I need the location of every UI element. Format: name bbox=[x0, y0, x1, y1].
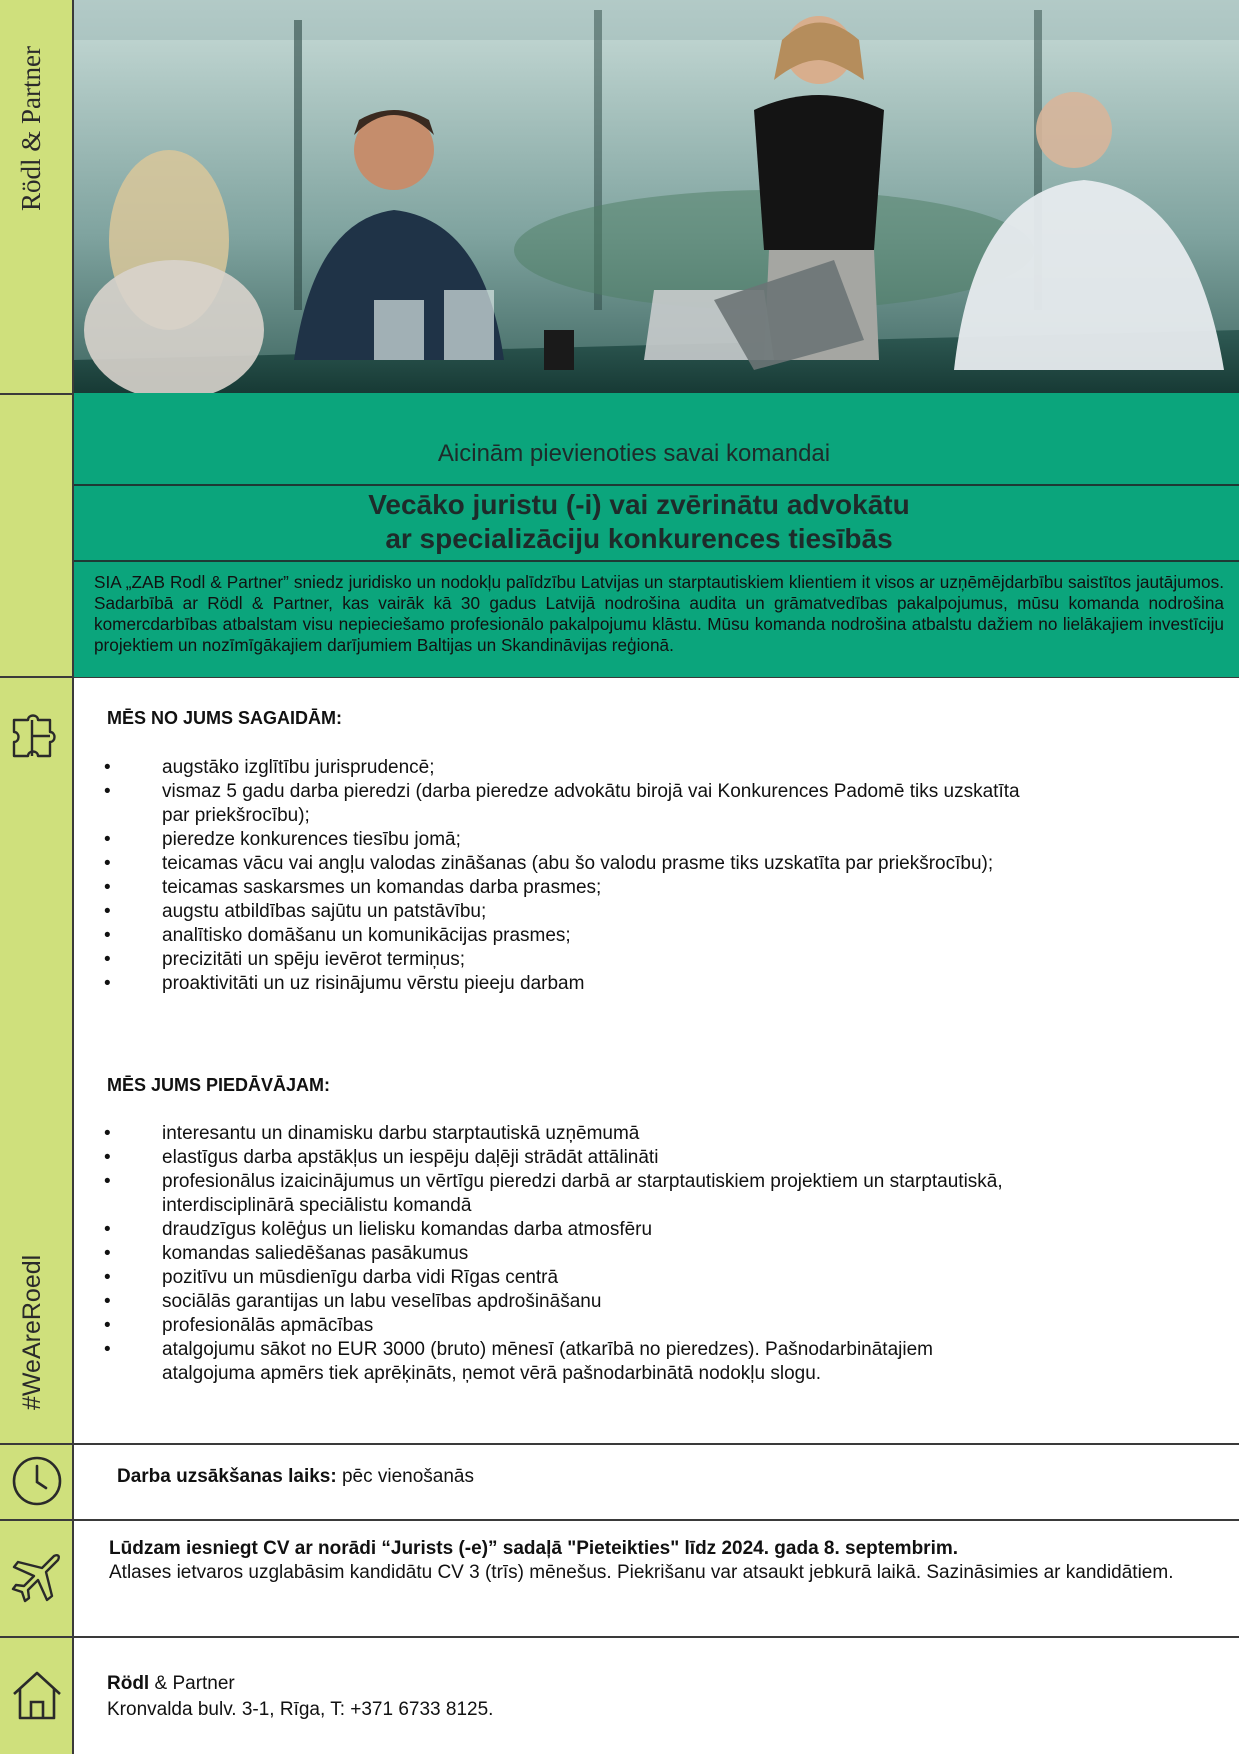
start-date bbox=[117, 1466, 474, 1488]
bullet: • bbox=[104, 781, 111, 802]
bullet: • bbox=[104, 973, 111, 994]
company-intro: SIA „ZAB Rodl & Partner” sniedz juridisko un nodokļu palīdzību Latvijas un starptautiskiem klientiem it visos ar uzņēmējdarbību saistītos jautājumos. Sadarbībā ar Rödl & Partner, kas vairāk kā 30 gadus Latvijā nodrošina audita un grāmatvedības pakalpojumus, mūsu komanda nodrošina komercdarbības atbalstam visu nepieciešamo profesionālo pakalpojumu klāstu. Mūsu komanda nodrošina atbalstu dažiem no lielākajiem investīciju projektiem un nozīmīgākajiem darījumiem Baltijas un Skandināvijas reģionā. bbox=[94, 572, 1224, 655]
bullet: • bbox=[104, 901, 111, 922]
list-item bbox=[100, 900, 1020, 924]
address: Kronvalda bulv. 3-1, Rīga, T: +371 6733 8125. bbox=[107, 1699, 494, 1720]
bullet: • bbox=[104, 1339, 111, 1360]
hashtag: #WeAreRoedl bbox=[18, 1254, 46, 1410]
house-icon bbox=[10, 1668, 64, 1722]
list-item-text: profesionālus izaicinājumus un vērtīgu pieredzi darbā ar starptautiskiem projektiem un starptautiskā, interdisciplinārā speciālistu komandā bbox=[162, 1171, 1003, 1216]
company-name-bold: Rödl bbox=[107, 1673, 150, 1694]
divider bbox=[0, 1636, 1239, 1638]
cv-retention-note: Atlases ietvaros uzglabāsim kandidātu CV 3 (trīs) mēnešus. Piekrišanu var atsaukt jebkurā laikā. Sazināsimies ar kandidātiem. bbox=[109, 1562, 1174, 1583]
puzzle-icon bbox=[10, 712, 64, 766]
bullet: • bbox=[104, 949, 111, 970]
list-item bbox=[100, 780, 1020, 828]
requirements-heading: MĒS NO JUMS SAGAIDĀM: bbox=[107, 708, 343, 728]
list-item bbox=[100, 756, 1020, 780]
list-item bbox=[100, 1242, 1020, 1266]
list-item-text: sociālās garantijas un labu veselības apdrošināšanu bbox=[162, 1291, 602, 1312]
list-item bbox=[100, 948, 1020, 972]
bullet: • bbox=[104, 877, 111, 898]
list-item-text: elastīgus darba apstākļus un iespēju daļēji strādāt attālināti bbox=[162, 1147, 659, 1168]
airplane-icon bbox=[10, 1550, 64, 1604]
start-date-label: Darba uzsākšanas laiks: bbox=[117, 1466, 337, 1487]
bullet: • bbox=[104, 1219, 111, 1240]
list-item bbox=[100, 1290, 1020, 1314]
list-item bbox=[100, 1122, 1020, 1146]
invite-heading: Aicinām pievienoties savai komandai bbox=[437, 440, 831, 467]
bullet: • bbox=[104, 1291, 111, 1312]
list-item-text: draudzīgus kolēģus un lielisku komandas darba atmosfēru bbox=[162, 1219, 653, 1240]
list-item-text: analītisko domāšanu un komunikācijas prasmes; bbox=[162, 925, 571, 946]
divider bbox=[74, 484, 1239, 486]
divider bbox=[0, 393, 74, 395]
list-item bbox=[100, 828, 1020, 852]
hero-photo bbox=[74, 0, 1239, 393]
list-item-text: teicamas vācu vai angļu valodas zināšanas (abu šo valodu prasme tiks uzskatīta par priekšrocību); bbox=[162, 853, 994, 874]
application-deadline: Lūdzam iesniegt CV ar norādi “Jurists (-e)” sadaļā "Pieteikties" līdz 2024. gada 8. septembrim. bbox=[109, 1538, 959, 1559]
bullet: • bbox=[104, 1123, 111, 1144]
list-item-text: komandas saliedēšanas pasākumus bbox=[162, 1243, 469, 1264]
divider bbox=[0, 1519, 1239, 1521]
list-item-text: atalgojumu sākot no EUR 3000 (bruto) mēnesī (atkarībā no pieredzes). Pašnodarbinātajiem atalgojuma apmērs tiek aprēķināts, ņemot vērā pašnodarbinātā nodokļu slogu. bbox=[162, 1339, 933, 1384]
list-item-text: precizitāti un spēju ievērot termiņus; bbox=[162, 949, 466, 970]
list-item-text: profesionālās apmācības bbox=[162, 1315, 374, 1336]
list-item bbox=[100, 972, 1020, 996]
offer-heading: MĒS JUMS PIEDĀVĀJAM: bbox=[107, 1075, 331, 1095]
brand-logo: Rödl & Partner bbox=[16, 46, 46, 212]
list-item bbox=[100, 1146, 1020, 1170]
job-title-line1: Vecāko juristu (-i) vai zvērinātu advokātu bbox=[368, 489, 910, 520]
list-item-text: vismaz 5 gadu darba pieredzi (darba pieredze advokātu birojā vai Konkurences Padomē tiks uzskatīta par priekšrocību); bbox=[162, 781, 1020, 826]
list-item bbox=[100, 852, 1020, 876]
job-title-line2: ar specializāciju konkurences tiesībās bbox=[385, 523, 893, 554]
divider bbox=[0, 1443, 1239, 1445]
list-item-text: augstu atbildības sajūtu un patstāvību; bbox=[162, 901, 487, 922]
bullet: • bbox=[104, 1267, 111, 1288]
requirements-list bbox=[100, 756, 1020, 996]
list-item-text: pozitīvu un mūsdienīgu darba vidi Rīgas centrā bbox=[162, 1267, 559, 1288]
bullet: • bbox=[104, 925, 111, 946]
list-item bbox=[100, 924, 1020, 948]
job-title bbox=[74, 488, 1204, 556]
company-name-rest: & Partner bbox=[149, 1673, 235, 1694]
list-item-text: interesantu un dinamisku darbu starptautiskā uzņēmumā bbox=[162, 1123, 640, 1144]
clock-icon bbox=[10, 1454, 64, 1508]
start-date-value: pēc vienošanās bbox=[336, 1466, 475, 1487]
bullet: • bbox=[104, 829, 111, 850]
contact-info bbox=[107, 1671, 493, 1723]
bullet: • bbox=[104, 853, 111, 874]
bullet: • bbox=[104, 757, 111, 778]
list-item bbox=[100, 1218, 1020, 1242]
list-item bbox=[100, 1170, 1020, 1218]
bullet: • bbox=[104, 1147, 111, 1168]
bullet: • bbox=[104, 1171, 111, 1192]
list-item-text: teicamas saskarsmes un komandas darba prasmes; bbox=[162, 877, 602, 898]
list-item bbox=[100, 1338, 1020, 1386]
list-item-text: augstāko izglītību jurisprudencē; bbox=[162, 757, 435, 778]
bullet: • bbox=[104, 1243, 111, 1264]
offer-list bbox=[100, 1122, 1020, 1386]
divider bbox=[74, 560, 1239, 562]
list-item bbox=[100, 1266, 1020, 1290]
list-item-text: proaktivitāti un uz risinājumu vērstu pieeju darbam bbox=[162, 973, 585, 994]
list-item bbox=[100, 876, 1020, 900]
bullet: • bbox=[104, 1315, 111, 1336]
list-item-text: pieredze konkurences tiesību jomā; bbox=[162, 829, 461, 850]
list-item bbox=[100, 1314, 1020, 1338]
application-info bbox=[109, 1537, 1179, 1585]
